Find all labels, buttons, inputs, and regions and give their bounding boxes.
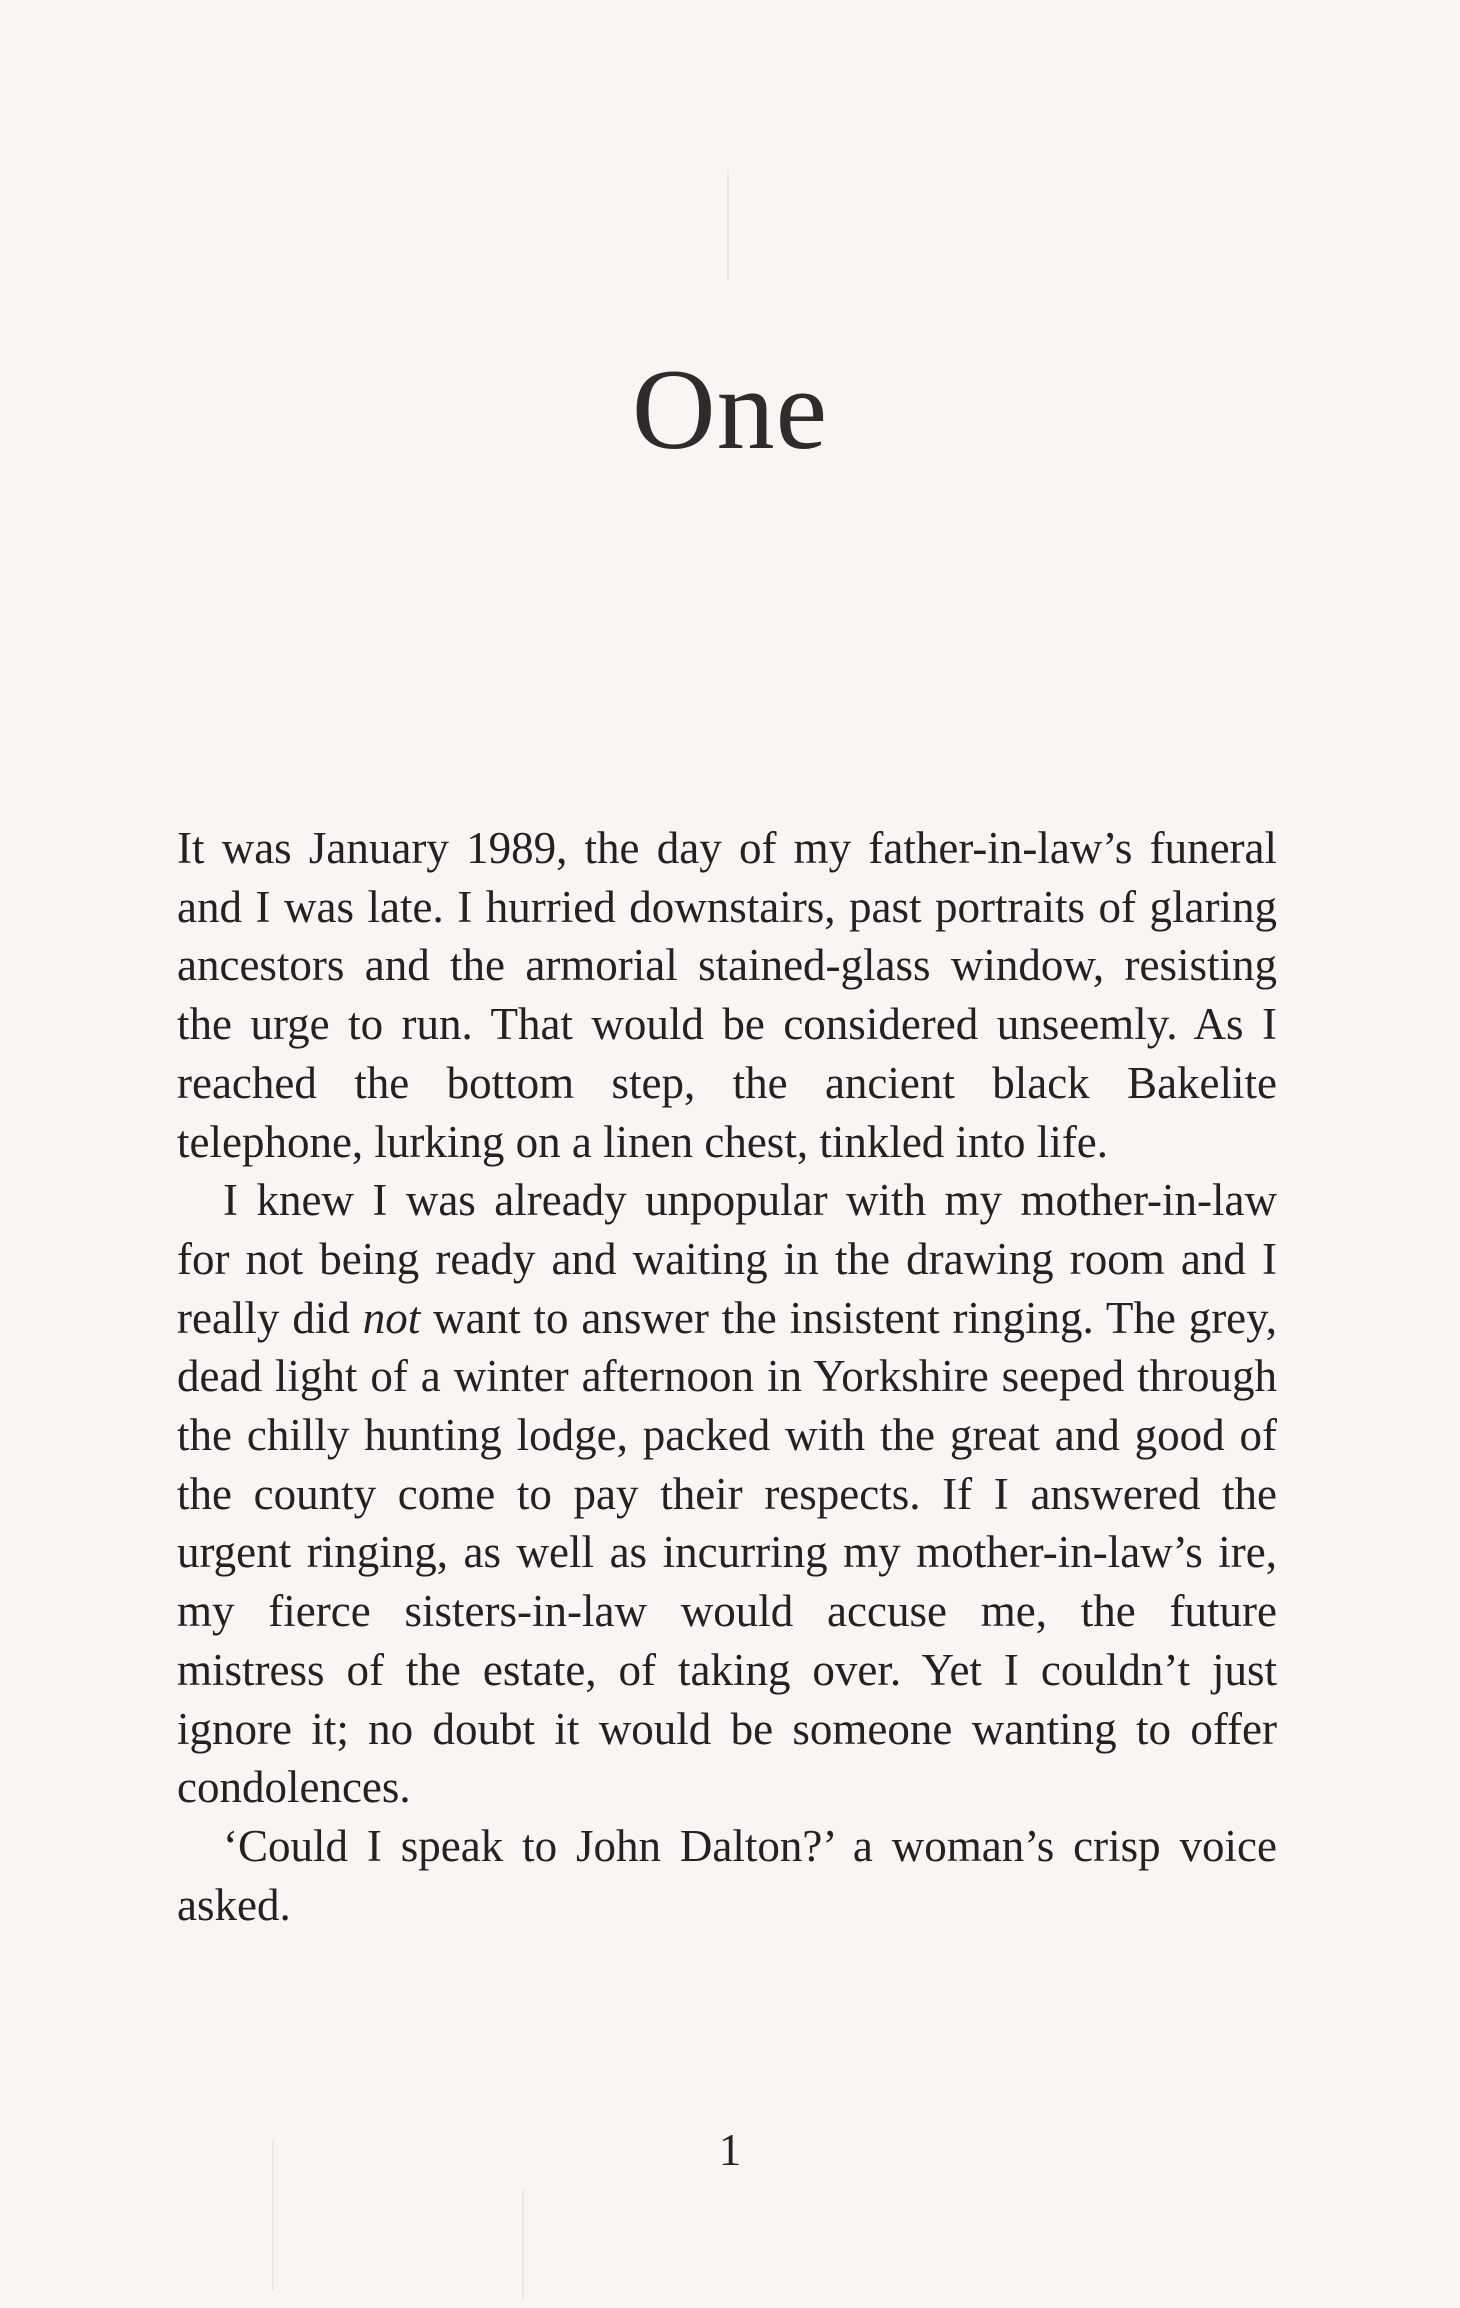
paragraph (177, 1171, 1277, 1817)
paragraph (177, 819, 1277, 1171)
paragraph-text: I knew I was already unpopular with my mother-in-law for not being ready and waiting in the drawing room and I really did (177, 1175, 1277, 1343)
paragraph-text: ‘Could I speak to John Dalton?’ a woman’s crisp voice asked. (177, 1820, 1277, 1930)
paragraph (177, 1817, 1277, 1934)
scan-mark (522, 2190, 524, 2300)
paragraph-text: want to answer the insistent ringing. The grey, dead light of a winter afternoon in Yorkshire seeped through the chilly hunting lodge, packed with the great and good of the county come to pay their respects. If I answered the urgent ringing, as well as incurring my mother-in-law’s ire, my fierce sisters-in-law would accuse me, the future mistress of the estate, of taking over. Yet I couldn’t just ignore it; no doubt it would be someone wanting to offer condolences. (177, 1292, 1277, 1813)
paragraph-text: It was January 1989, the day of my father-in-law’s funeral and I was late. I hurried downstairs, past portraits of glaring ancestors and the armorial stained-glass window, resisting the urge to run. That would be considered unseemly. As I reached the bottom step, the ancient black Bakelite telephone, lurking on a linen chest, tinkled into life. (177, 823, 1277, 1167)
chapter-body (177, 819, 1277, 1934)
emphasis-text: not (362, 1292, 421, 1343)
page-number: 1 (718, 2125, 742, 2175)
scan-mark (727, 170, 729, 280)
chapter-title: One (631, 346, 829, 474)
